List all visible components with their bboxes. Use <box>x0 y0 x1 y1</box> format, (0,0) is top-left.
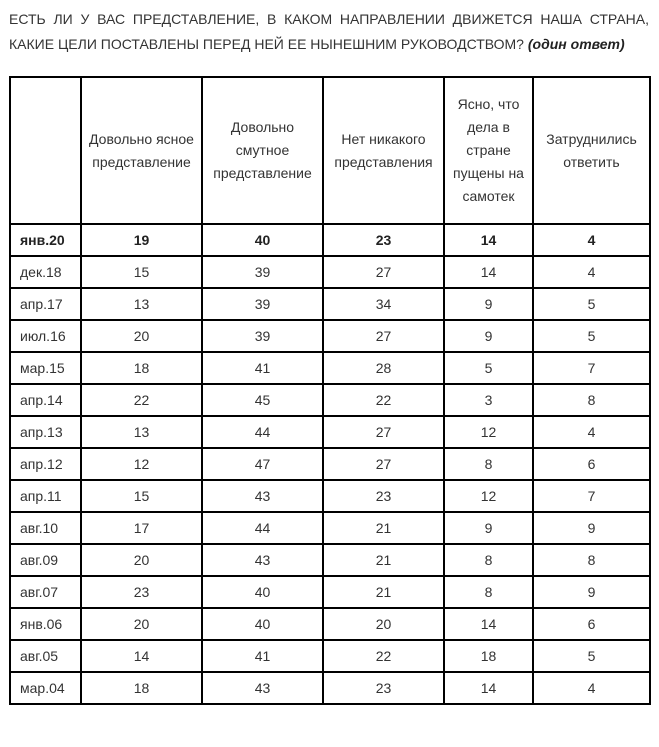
question-line-2 <box>9 32 649 57</box>
value-vague-idea: 44 <box>202 512 323 544</box>
row-date: мар.15 <box>10 352 81 384</box>
row-date: апр.17 <box>10 288 81 320</box>
value-no-idea: 27 <box>323 416 444 448</box>
row-date: мар.04 <box>10 672 81 704</box>
value-clear-idea: 20 <box>81 608 202 640</box>
table-row <box>10 544 650 576</box>
table-row <box>10 224 650 256</box>
value-vague-idea: 40 <box>202 224 323 256</box>
value-hard-to-say: 6 <box>533 608 650 640</box>
value-vague-idea: 45 <box>202 384 323 416</box>
table-row <box>10 320 650 352</box>
value-vague-idea: 41 <box>202 640 323 672</box>
table-row <box>10 256 650 288</box>
value-drifting: 9 <box>444 512 533 544</box>
table-row <box>10 512 650 544</box>
value-vague-idea: 40 <box>202 576 323 608</box>
row-date: апр.11 <box>10 480 81 512</box>
value-no-idea: 21 <box>323 512 444 544</box>
value-drifting: 8 <box>444 544 533 576</box>
row-date: дек.18 <box>10 256 81 288</box>
header-clear-idea: Довольно ясное представление <box>81 77 202 224</box>
value-drifting: 9 <box>444 320 533 352</box>
table-row <box>10 640 650 672</box>
value-vague-idea: 39 <box>202 320 323 352</box>
row-date: авг.09 <box>10 544 81 576</box>
table-row <box>10 448 650 480</box>
results-table <box>9 76 651 705</box>
header-date <box>10 77 81 224</box>
value-hard-to-say: 4 <box>533 256 650 288</box>
value-hard-to-say: 9 <box>533 576 650 608</box>
value-drifting: 9 <box>444 288 533 320</box>
value-hard-to-say: 4 <box>533 224 650 256</box>
value-no-idea: 23 <box>323 480 444 512</box>
value-no-idea: 27 <box>323 448 444 480</box>
value-hard-to-say: 8 <box>533 544 650 576</box>
value-no-idea: 23 <box>323 672 444 704</box>
value-hard-to-say: 4 <box>533 416 650 448</box>
value-no-idea: 21 <box>323 544 444 576</box>
value-hard-to-say: 4 <box>533 672 650 704</box>
table-row <box>10 384 650 416</box>
value-vague-idea: 43 <box>202 672 323 704</box>
value-clear-idea: 18 <box>81 352 202 384</box>
question-line-1: ЕСТЬ ЛИ У ВАС ПРЕДСТАВЛЕНИЕ, В КАКОМ НАПРАВЛЕНИИ ДВИЖЕТСЯ НАША СТРАНА, <box>9 11 649 27</box>
value-clear-idea: 13 <box>81 288 202 320</box>
value-no-idea: 20 <box>323 608 444 640</box>
value-clear-idea: 20 <box>81 544 202 576</box>
value-no-idea: 21 <box>323 576 444 608</box>
value-vague-idea: 39 <box>202 256 323 288</box>
value-no-idea: 22 <box>323 640 444 672</box>
table-row <box>10 288 650 320</box>
value-hard-to-say: 5 <box>533 288 650 320</box>
value-drifting: 8 <box>444 576 533 608</box>
value-hard-to-say: 7 <box>533 352 650 384</box>
row-date: апр.13 <box>10 416 81 448</box>
value-vague-idea: 40 <box>202 608 323 640</box>
value-drifting: 3 <box>444 384 533 416</box>
value-drifting: 18 <box>444 640 533 672</box>
value-drifting: 12 <box>444 480 533 512</box>
table-row <box>10 576 650 608</box>
table-row <box>10 608 650 640</box>
row-date: авг.07 <box>10 576 81 608</box>
value-vague-idea: 41 <box>202 352 323 384</box>
header-vague-idea: Довольно смутное представление <box>202 77 323 224</box>
value-no-idea: 27 <box>323 256 444 288</box>
row-date: авг.10 <box>10 512 81 544</box>
answer-note: (один ответ) <box>527 36 625 52</box>
survey-question <box>9 7 649 57</box>
table-row <box>10 672 650 704</box>
value-no-idea: 22 <box>323 384 444 416</box>
value-drifting: 8 <box>444 448 533 480</box>
value-no-idea: 27 <box>323 320 444 352</box>
value-clear-idea: 14 <box>81 640 202 672</box>
row-date: янв.20 <box>10 224 81 256</box>
table-row <box>10 480 650 512</box>
value-clear-idea: 15 <box>81 480 202 512</box>
value-clear-idea: 15 <box>81 256 202 288</box>
value-drifting: 14 <box>444 256 533 288</box>
value-clear-idea: 12 <box>81 448 202 480</box>
value-vague-idea: 39 <box>202 288 323 320</box>
table-header-row <box>10 77 650 224</box>
row-date: июл.16 <box>10 320 81 352</box>
header-drifting: Ясно, что дела в стране пущены на самотек <box>444 77 533 224</box>
table-row <box>10 352 650 384</box>
value-hard-to-say: 5 <box>533 320 650 352</box>
value-clear-idea: 20 <box>81 320 202 352</box>
table-row <box>10 416 650 448</box>
value-drifting: 5 <box>444 352 533 384</box>
value-drifting: 14 <box>444 224 533 256</box>
header-no-idea: Нет никакого представления <box>323 77 444 224</box>
value-clear-idea: 22 <box>81 384 202 416</box>
value-hard-to-say: 5 <box>533 640 650 672</box>
row-date: апр.12 <box>10 448 81 480</box>
value-hard-to-say: 8 <box>533 384 650 416</box>
value-vague-idea: 43 <box>202 544 323 576</box>
row-date: авг.05 <box>10 640 81 672</box>
value-hard-to-say: 9 <box>533 512 650 544</box>
value-drifting: 14 <box>444 672 533 704</box>
value-drifting: 12 <box>444 416 533 448</box>
question-line-2-text: КАКИЕ ЦЕЛИ ПОСТАВЛЕНЫ ПЕРЕД НЕЙ ЕЕ НЫНЕШНИМ РУКОВОДСТВОМ? <box>9 36 524 52</box>
value-drifting: 14 <box>444 608 533 640</box>
value-no-idea: 28 <box>323 352 444 384</box>
row-date: янв.06 <box>10 608 81 640</box>
value-hard-to-say: 6 <box>533 448 650 480</box>
table-body <box>10 224 650 704</box>
value-hard-to-say: 7 <box>533 480 650 512</box>
header-hard-to-say: Затруднились ответить <box>533 77 650 224</box>
value-clear-idea: 13 <box>81 416 202 448</box>
value-vague-idea: 44 <box>202 416 323 448</box>
value-clear-idea: 18 <box>81 672 202 704</box>
value-no-idea: 34 <box>323 288 444 320</box>
value-vague-idea: 47 <box>202 448 323 480</box>
value-clear-idea: 23 <box>81 576 202 608</box>
value-vague-idea: 43 <box>202 480 323 512</box>
value-no-idea: 23 <box>323 224 444 256</box>
row-date: апр.14 <box>10 384 81 416</box>
value-clear-idea: 17 <box>81 512 202 544</box>
value-clear-idea: 19 <box>81 224 202 256</box>
